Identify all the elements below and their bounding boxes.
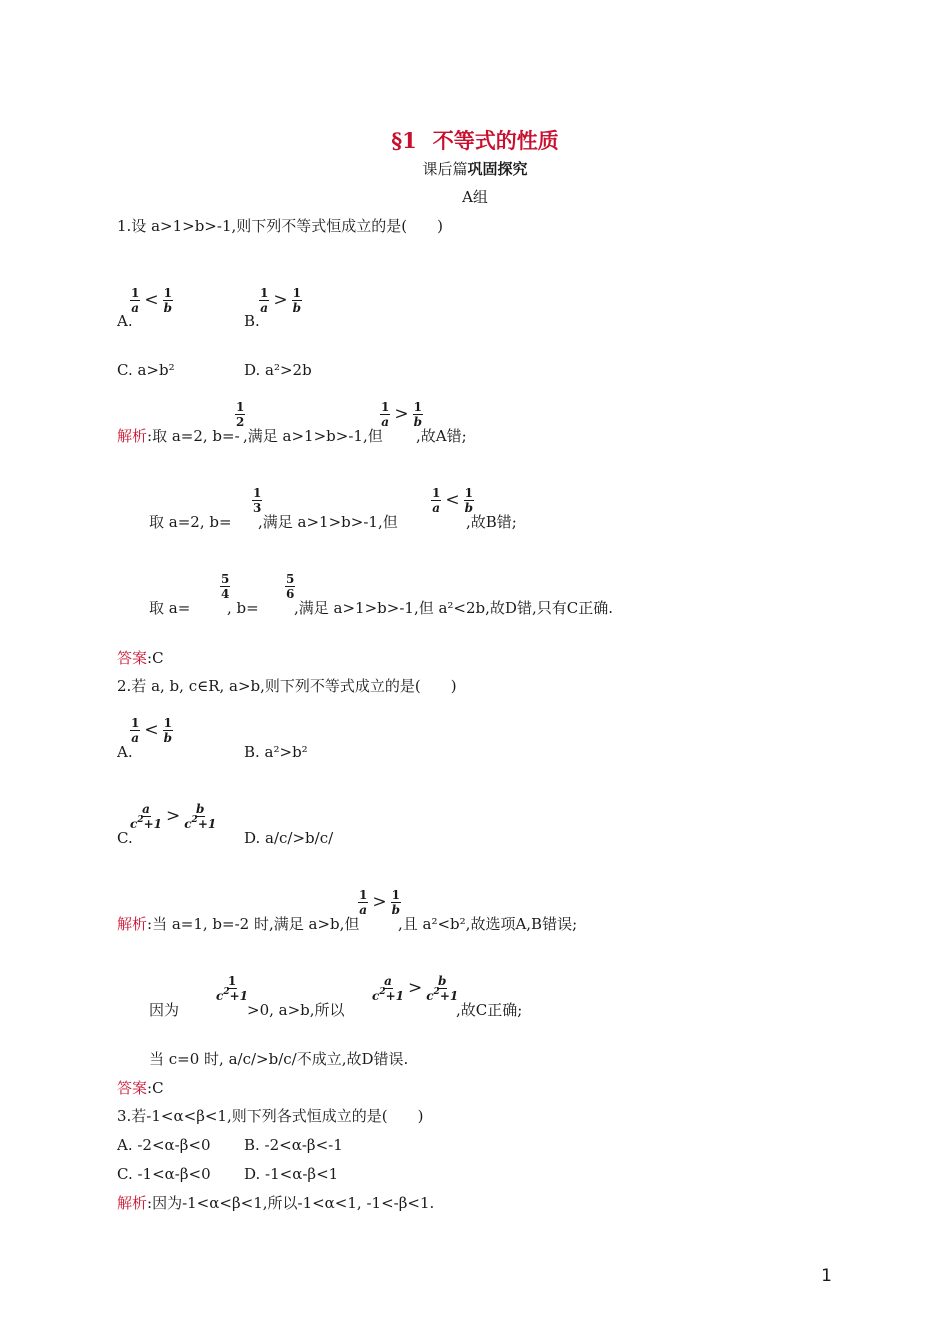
q2-sol-1a: :当 a=1, b=-2 时,满足 a>b,但 — [147, 915, 360, 933]
solution-label: 解析 — [117, 1194, 148, 1212]
solution-label: 解析 — [117, 915, 148, 933]
q2-option-a-formula: 1 a < 1 b — [131, 716, 172, 745]
q2-sol-3: 当 c=0 时, a/c/>b/c/不成立,故D错误. — [149, 1050, 409, 1068]
q2-sol-formula-1: 1 a > 1 b — [359, 888, 400, 917]
q1-sol-2b: ,满足 a>1>b>-1,但 — [258, 513, 398, 531]
q1-sol-2a: 取 a=2, b= — [149, 513, 232, 531]
q2-option-c: C. — [117, 829, 133, 847]
q2-sol-2c: ,故C正确; — [456, 1001, 523, 1019]
page-number: 1 — [821, 1266, 832, 1286]
q1-sol-formula-1: 1 a > 1 b — [381, 400, 422, 429]
page-subtitle — [0, 162, 950, 177]
q1-sol-frac-third: 1 3 — [253, 486, 262, 515]
group-label: A组 — [462, 188, 488, 206]
answer-label: 答案 — [117, 649, 148, 667]
q1-sol-frac-five-sixths: 5 6 — [286, 572, 295, 601]
q2-sol-2b: >0, a>b,所以 — [247, 1001, 345, 1019]
q1-sol-1c: ,故A错; — [416, 427, 467, 445]
q1-sol-3b: , b= — [227, 599, 259, 617]
q2-stem: 2.若 a, b, c∈R, a>b,则下列不等式成立的是( ) — [117, 677, 457, 695]
q1-option-a: A. — [117, 312, 133, 330]
q2-sol-frac-recip: 1 $c^2+1$ — [216, 974, 248, 1003]
q2-answer — [117, 1081, 164, 1096]
q2-option-d: D. a/c/>b/c/ — [244, 829, 334, 847]
q3-option-a: A. -2<α-β<0 — [117, 1136, 211, 1154]
q1-sol-1a: :取 a=2, b=- — [147, 427, 240, 445]
q3-option-c: C. -1<α-β<0 — [117, 1165, 211, 1183]
page-title — [0, 130, 950, 151]
q3-solution — [117, 1196, 434, 1211]
answer-label: 答案 — [117, 1079, 148, 1097]
q2-sol-formula-2: a $c^2+1$ > b $c^2+1$ — [372, 974, 459, 1003]
q1-answer — [117, 651, 164, 666]
q1-option-a-formula: 1 a < 1 b — [131, 286, 172, 315]
q2-option-b: B. a²>b² — [244, 743, 308, 761]
q1-option-b-formula: 1 a > 1 b — [260, 286, 301, 315]
q1-sol-1b: ,满足 a>1>b>-1,但 — [243, 427, 383, 445]
q2-solution-line1 — [117, 917, 359, 932]
q1-stem: 1.设 a>1>b>-1,则下列不等式恒成立的是( ) — [117, 217, 443, 235]
q1-answer-value: :C — [147, 649, 164, 667]
q2-answer-value: :C — [147, 1079, 164, 1097]
q1-sol-3c: ,满足 a>1>b>-1,但 a²<2b,故D错,只有C正确. — [294, 599, 613, 617]
q3-sol-text: :因为-1<α<β<1,所以-1<α<1, -1<-β<1. — [147, 1194, 435, 1212]
q1-option-b: B. — [244, 312, 260, 330]
q2-option-a: A. — [117, 743, 133, 761]
q3-option-b: B. -2<α-β<-1 — [244, 1136, 343, 1154]
q1-sol-frac-half: 1 2 — [236, 400, 245, 429]
solution-label: 解析 — [117, 427, 148, 445]
subtitle-bold: 巩固探究 — [467, 160, 528, 178]
q3-stem: 3.若-1<α<β<1,则下列各式恒成立的是( ) — [117, 1107, 424, 1125]
q1-option-d: D. a²>2b — [244, 361, 312, 379]
q1-solution-line1 — [117, 429, 240, 444]
q2-sol-2a: 因为 — [149, 1001, 180, 1019]
subtitle-prefix: 课后篇 — [422, 160, 468, 178]
q2-sol-1b: ,且 a²<b²,故选项A,B错误; — [398, 915, 578, 933]
q1-option-c: C. a>b² — [117, 361, 175, 379]
q1-sol-3a: 取 a= — [149, 599, 191, 617]
q1-sol-formula-2: 1 a < 1 b — [432, 486, 473, 515]
title-text: 不等式的性质 — [432, 128, 559, 153]
q1-sol-frac-five-fourths: 5 4 — [221, 572, 230, 601]
q1-sol-2c: ,故B错; — [466, 513, 517, 531]
section-number: §1 — [391, 128, 417, 153]
q3-option-d: D. -1<α-β<1 — [244, 1165, 339, 1183]
q2-option-c-formula: a $c^2+1$ > b $c^2+1$ — [130, 802, 217, 831]
